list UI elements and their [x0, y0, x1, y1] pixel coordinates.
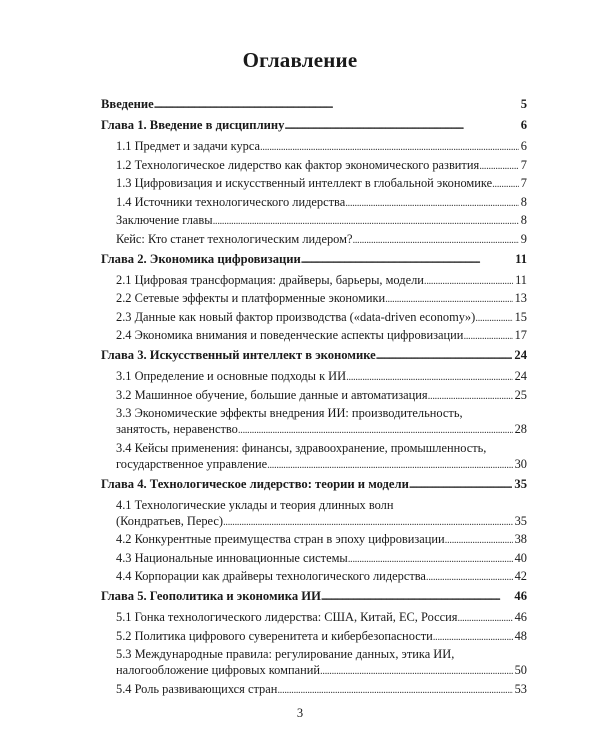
toc-entry-title-line: налогообложение цифровых компаний [116, 663, 320, 677]
dot-leader [426, 568, 513, 585]
dot-leader [479, 157, 519, 174]
toc-chapter-entry[interactable] [101, 476, 527, 493]
toc-entry-page: 30 [514, 456, 527, 471]
toc-entry[interactable] [101, 628, 527, 645]
toc-entry-page: 48 [514, 628, 527, 643]
dot-leader [345, 194, 519, 211]
toc-entry-page: 17 [514, 328, 527, 342]
toc-entry-title: Глава 4. Технологическое лидерство: теории и модели [101, 476, 409, 491]
toc-entry-title: 4.2 Конкурентные преимущества стран в эпоху цифровизации [116, 532, 445, 546]
toc-entry-page: 40 [514, 550, 527, 565]
toc-entry-page: 11 [515, 272, 527, 287]
toc-entry-title: 5.4 Роль развивающихся стран [116, 681, 278, 696]
toc-entry-title-line: 3.3 Экономические эффекты внедрения ИИ: производительность, [116, 406, 463, 420]
table-of-contents [101, 96, 527, 699]
toc-entry[interactable] [101, 609, 527, 626]
toc-entry-title: 5.2 Политика цифрового суверенитета и кибербезопасности [116, 628, 433, 643]
toc-entry-page: 11 [515, 251, 527, 266]
toc-entry-page: 38 [514, 532, 527, 546]
dot-leader [213, 212, 519, 229]
toc-entry-title-line: государственное управление [116, 456, 268, 471]
dot-leader [424, 272, 513, 289]
toc-chapter-entry[interactable] [101, 96, 527, 113]
dot-leader [352, 231, 518, 248]
toc-chapter-entry[interactable] [101, 588, 527, 605]
toc-entry[interactable] [101, 387, 527, 404]
dot-leader [428, 387, 513, 404]
toc-entry-page: 24 [514, 369, 527, 383]
toc-entry-title: 1.2 Технологическое лидерство как фактор экономического развития [116, 157, 480, 172]
toc-entry-title: 1.3 Цифровизация и искусственный интеллект в глобальной экономике [116, 176, 493, 190]
toc-entry[interactable] [101, 138, 527, 155]
toc-entry[interactable] [101, 368, 527, 385]
toc-entry-page: 6 [520, 139, 527, 153]
dot-leader [267, 456, 513, 473]
toc-entry[interactable] [101, 497, 527, 530]
page-number: 3 [296, 706, 304, 720]
dot-leader [301, 251, 513, 268]
toc-entry-title: 1.4 Источники технологического лидерства [116, 194, 346, 209]
toc-entry-page: 35 [514, 476, 527, 491]
toc-entry[interactable] [101, 646, 527, 679]
toc-entry-page: 7 [520, 176, 527, 190]
toc-entry-title-line: (Кондратьев, Перес) [116, 513, 223, 528]
dot-leader [154, 96, 519, 113]
toc-entry-title: Глава 3. Искусственный интеллект в экономике [101, 348, 376, 362]
dot-leader [475, 309, 512, 326]
toc-chapter-entry[interactable] [101, 347, 527, 364]
toc-entry[interactable] [101, 231, 527, 248]
toc-entry-page: 13 [514, 291, 527, 305]
dot-leader [376, 347, 513, 364]
dot-leader [321, 588, 513, 605]
toc-entry-title: Введение [101, 97, 154, 111]
toc-entry-title-line: 4.1 Технологические уклады и теория длинных волн [116, 497, 394, 512]
dot-leader [223, 513, 513, 530]
toc-entry[interactable] [101, 531, 527, 548]
toc-entry-page: 46 [514, 610, 527, 624]
toc-entry-page: 8 [520, 194, 527, 209]
toc-entry-title: Заключение главы [116, 213, 213, 227]
toc-entry[interactable] [101, 157, 527, 174]
dot-leader [348, 550, 513, 567]
toc-entry-page: 15 [514, 309, 527, 324]
toc-entry-title-line: занятость, неравенство [116, 422, 238, 436]
toc-entry[interactable] [101, 405, 527, 438]
toc-entry[interactable] [101, 290, 527, 307]
dot-leader [457, 609, 512, 626]
toc-entry-title: 2.4 Экономика внимания и поведенческие аспекты цифровизации [116, 328, 464, 342]
toc-entry-page: 9 [520, 231, 527, 246]
toc-chapter-entry[interactable] [101, 251, 527, 268]
dot-leader [409, 476, 513, 493]
toc-entry[interactable] [101, 272, 527, 289]
toc-entry-title-line: 5.3 Международные правила: регулирование данных, этика ИИ, [116, 647, 455, 661]
toc-entry-page: 8 [520, 213, 527, 227]
toc-entry-title: 2.1 Цифровая трансформация: драйверы, барьеры, модели [116, 272, 424, 287]
dot-leader [492, 175, 519, 192]
dot-leader [433, 628, 513, 645]
toc-entry[interactable] [101, 440, 527, 473]
dot-leader [260, 138, 519, 155]
toc-entry-title: 3.2 Машинное обучение, большие данные и автоматизация [116, 387, 428, 402]
toc-entry-title: 2.2 Сетевые эффекты и платформенные экономики [116, 291, 386, 305]
toc-entry-title: 4.3 Национальные инновационные системы [116, 550, 348, 565]
toc-entry[interactable] [101, 568, 527, 585]
toc-entry-page: 24 [514, 348, 527, 362]
toc-entry-title: Глава 2. Экономика цифровизации [101, 251, 301, 266]
toc-entry-page: 50 [514, 663, 527, 677]
toc-entry-page: 42 [514, 569, 527, 583]
toc-entry-page: 28 [514, 422, 527, 436]
toc-entry-page: 25 [514, 387, 527, 402]
toc-chapter-entry[interactable] [101, 117, 527, 134]
dot-leader [385, 290, 512, 307]
toc-entry[interactable] [101, 681, 527, 698]
dot-leader [238, 421, 513, 438]
toc-entry-page: 53 [514, 681, 527, 696]
toc-entry[interactable] [101, 194, 527, 211]
toc-entry-page: 35 [514, 513, 527, 528]
toc-entry-page: 7 [520, 157, 527, 172]
toc-entry-title: 4.4 Корпорации как драйверы технологического лидерства [116, 569, 426, 583]
dot-leader [284, 117, 518, 134]
toc-entry-page: 6 [520, 118, 527, 132]
toc-entry[interactable] [101, 550, 527, 567]
toc-entry[interactable] [101, 309, 527, 326]
toc-entry-title: 1.1 Предмет и задачи курса [116, 139, 260, 153]
toc-entry[interactable] [101, 327, 527, 344]
dot-leader [277, 681, 512, 698]
toc-entry[interactable] [101, 175, 527, 192]
dot-leader [320, 662, 513, 679]
dot-leader [463, 327, 512, 344]
toc-entry-title: 5.1 Гонка технологического лидерства: США, Китай, ЕС, Россия [116, 610, 458, 624]
toc-entry-title-line: 3.4 Кейсы применения: финансы, здравоохранение, промышленность, [116, 440, 487, 455]
toc-entry-title: 3.1 Определение и основные подходы к ИИ [116, 369, 347, 383]
page-title: Оглавление [242, 48, 358, 72]
toc-entry-page: 46 [514, 589, 527, 603]
toc-entry-title: 2.3 Данные как новый фактор производства («data-driven economy») [116, 309, 476, 324]
toc-entry-title: Кейс: Кто станет технологическим лидером? [116, 231, 353, 246]
toc-entry-title: Глава 1. Введение в дисциплину [101, 118, 285, 132]
toc-entry-page: 5 [520, 97, 527, 111]
toc-entry-title: Глава 5. Геополитика и экономика ИИ [101, 589, 321, 603]
dot-leader [445, 531, 513, 548]
toc-entry[interactable] [101, 212, 527, 229]
dot-leader [346, 368, 513, 385]
